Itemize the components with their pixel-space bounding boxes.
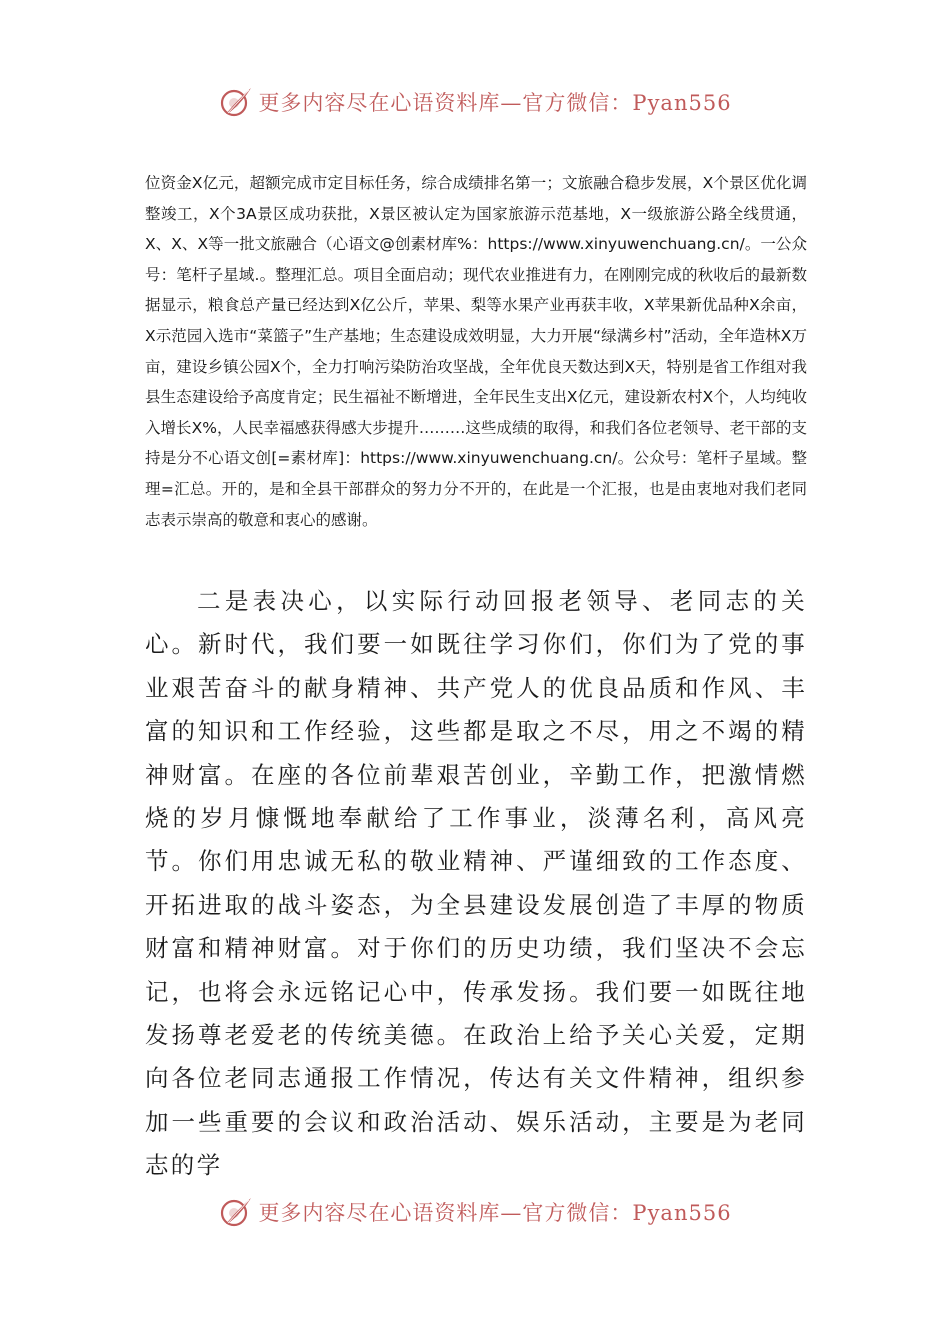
footer-banner xyxy=(0,1192,950,1232)
banner-text: 更多内容尽在心语资料库—官方微信：Pyan556 xyxy=(258,1201,732,1225)
quill-circle-logo-icon xyxy=(218,1194,254,1230)
quill-circle-logo-icon xyxy=(218,84,254,120)
header-banner xyxy=(0,82,950,122)
body-paragraph-large: 二是表决心，以实际行动回报老领导、老同志的关心。新时代，我们要一如既往学习你们，你们为了党的事业艰苦奋斗的献身精神、共产党人的优良品质和作风、丰富的知识和工作经验，这些都是取之不尽，用之不竭的精神财富。在座的各位前辈艰苦创业，辛勤工作，把激情燃烧的岁月慷慨地奉献给了工作事业，淡薄名利，高风亮节。你们用忠诚无私的敬业精神、严谨细致的工作态度、开拓进取的战斗姿态，为全县建设发展创造了丰厚的物质财富和精神财富。对于你们的历史功绩，我们坚决不会忘记，也将会永远铭记心中，传承发扬。我们要一如既往地发扬尊老爱老的传统美德。在政治上给予关心关爱，定期向各位老同志通报工作情况，传达有关文件精神，组织参加一些重要的会议和政治活动、娱乐活动，主要是为老同志的学 xyxy=(145,587,807,1180)
banner-text: 更多内容尽在心语资料库—官方微信：Pyan556 xyxy=(258,91,732,115)
body-paragraph-small: 位资金X亿元，超额完成市定目标任务，综合成绩排名第一；文旅融合稳步发展，X个景区优化调整竣工，X个3A景区成功获批，X景区被认定为国家旅游示范基地，X一级旅游公路全线贯通，X、X、X等一批文旅融合（心语文@创素材库%：https://www.xinyuwenchuang.cn/。一公众号：笔杆子星域.。整理汇总。项目全面启动；现代农业推进有力，在刚刚完成的秋收后的最新数据显示，粮食总产量已经达到X亿公斤，苹果、梨等水果产业再获丰收，X苹果新优品种X余亩，X示范园入选市“菜篮子”生产基地；生态建设成效明显，大力开展“绿满乡村”活动，全年造林X万亩，建设乡镇公园X个，全力打响污染防治攻坚战，全年优良天数达到X天，特别是省工作组对我县生态建设给予高度肯定；民生福祉不断增进，全年民生支出X亿元，建设新农村X个，人均纯收入增长X%，人民幸福感获得感大步提升………这些成绩的取得，和我们各位老领导、老干部的支持是分不心语文创[=素材库]：https://www.xinyuwenchuang.cn/。公众号：笔杆子星域。整理=汇总。开的，是和全县干部群众的努力分不开的，在此是一个汇报，也是由衷地对我们老同志表示崇高的敬意和衷心的感谢。 xyxy=(145,174,807,529)
